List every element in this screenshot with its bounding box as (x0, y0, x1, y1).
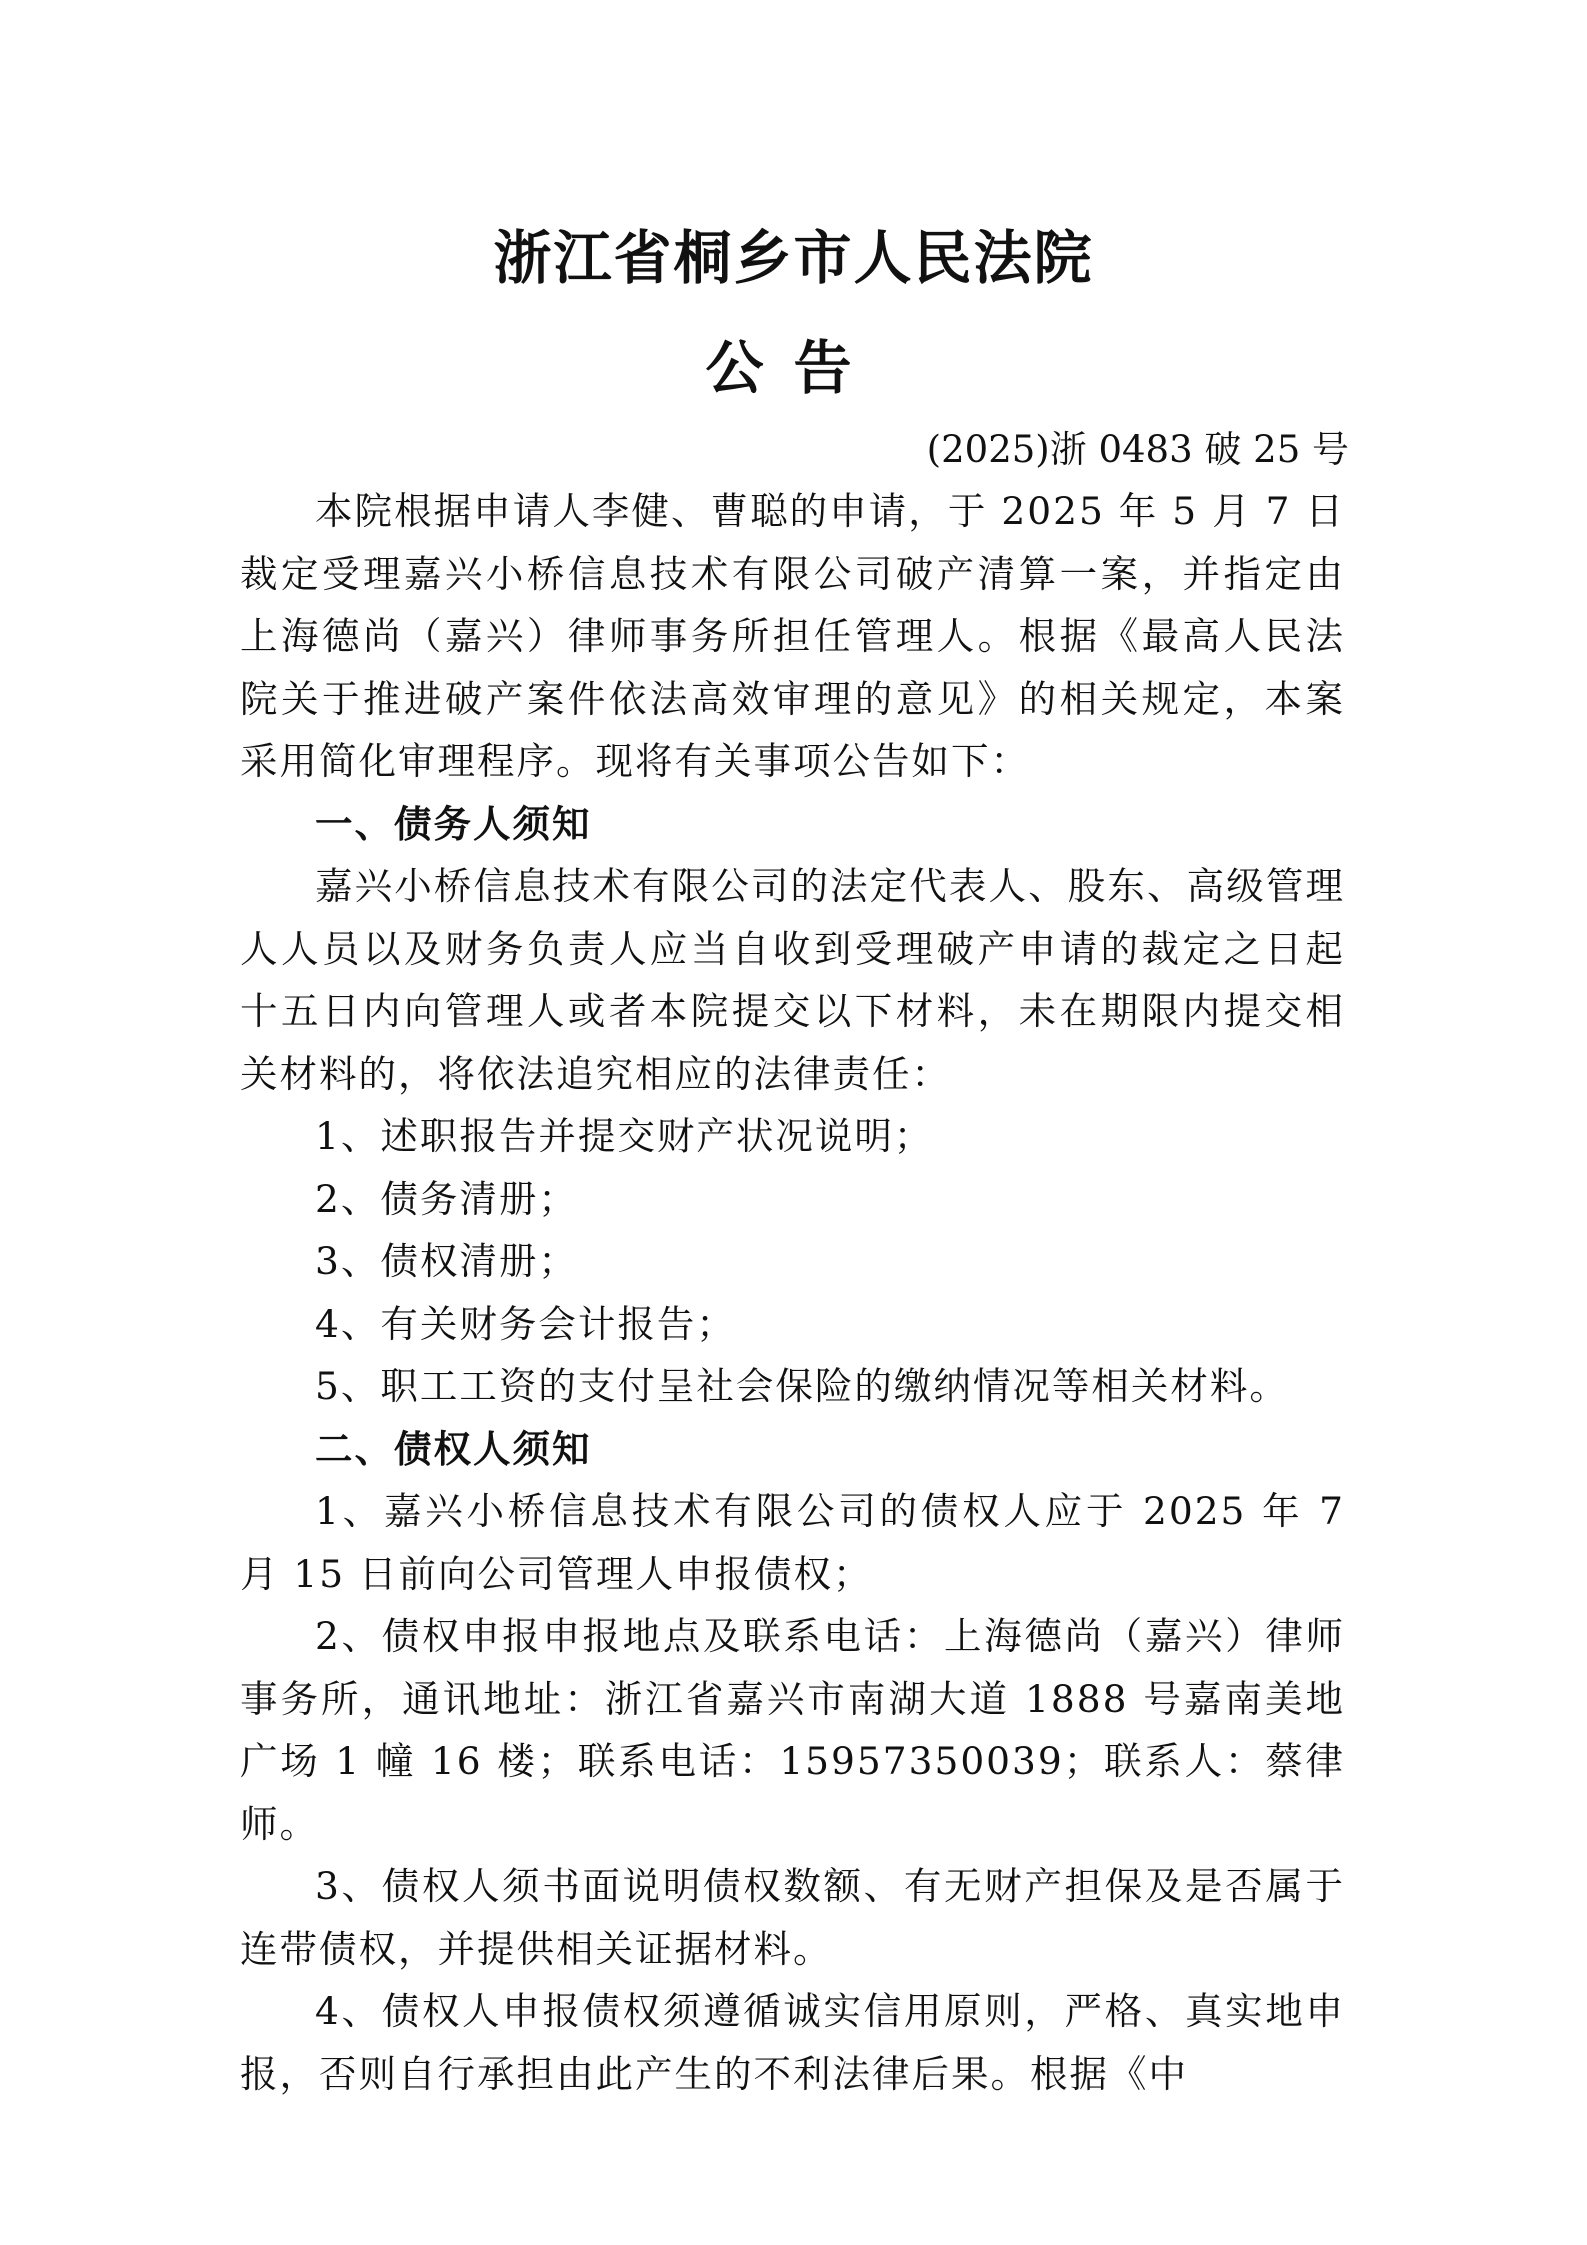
intro-paragraph: 本院根据申请人李健、曹聪的申请，于 2025 年 5 月 7 日裁定受理嘉兴小桥信息技术有限公司破产清算一案，并指定由上海德尚（嘉兴）律师事务所担任管理人。根据《最高人民法院关于推进破产案件依法高效审理的意见》的相关规定，本案采用简化审理程序。现将有关事项公告如下： (240, 489, 1345, 783)
court-name-title: 浙江省桐乡市人民法院 (493, 224, 1094, 292)
section-heading-creditor: 二、债权人须知 (315, 1426, 592, 1471)
case-number: (2025)浙 0483 破 25 号 (926, 428, 1349, 471)
notice-body (240, 480, 1345, 2105)
creditor-item: 2、债权申报申报地点及联系电话：上海德尚（嘉兴）律师事务所，通讯地址：浙江省嘉兴市南湖大道 1888 号嘉南美地广场 1 幢 16 楼；联系电话：15957350039；联系人：蔡律师。 (240, 1614, 1345, 1846)
debtor-item: 2、债务清册； (315, 1176, 578, 1221)
debtor-paragraph: 嘉兴小桥信息技术有限公司的法定代表人、股东、高级管理人人员以及财务负责人应当自收到受理破产申请的裁定之日起十五日内向管理人或者本院提交以下材料，未在期限内提交相关材料的，将依法追究相应的法律责任： (240, 864, 1345, 1096)
debtor-item: 1、述职报告并提交财产状况说明； (315, 1114, 934, 1158)
notice-title: 公告 (705, 334, 882, 402)
creditor-item: 3、债权人须书面说明债权数额、有无财产担保及是否属于连带债权，并提供相关证据材料。 (240, 1864, 1345, 1971)
creditor-item: 4、债权人申报债权须遵循诚实信用原则，严格、真实地申报，否则自行承担由此产生的不利法律后果。根据《中 (240, 1989, 1345, 2096)
debtor-item: 4、有关财务会计报告； (315, 1301, 736, 1346)
debtor-item: 5、职工工资的支付呈社会保险的缴纳情况等相关材料。 (315, 1364, 1289, 1408)
creditor-item: 1、嘉兴小桥信息技术有限公司的债权人应于 2025 年 7 月 15 日前向公司管理人申报债权； (240, 1489, 1345, 1596)
debtor-item: 3、债权清册； (315, 1239, 578, 1283)
section-heading-debtor: 一、债务人须知 (315, 801, 592, 846)
